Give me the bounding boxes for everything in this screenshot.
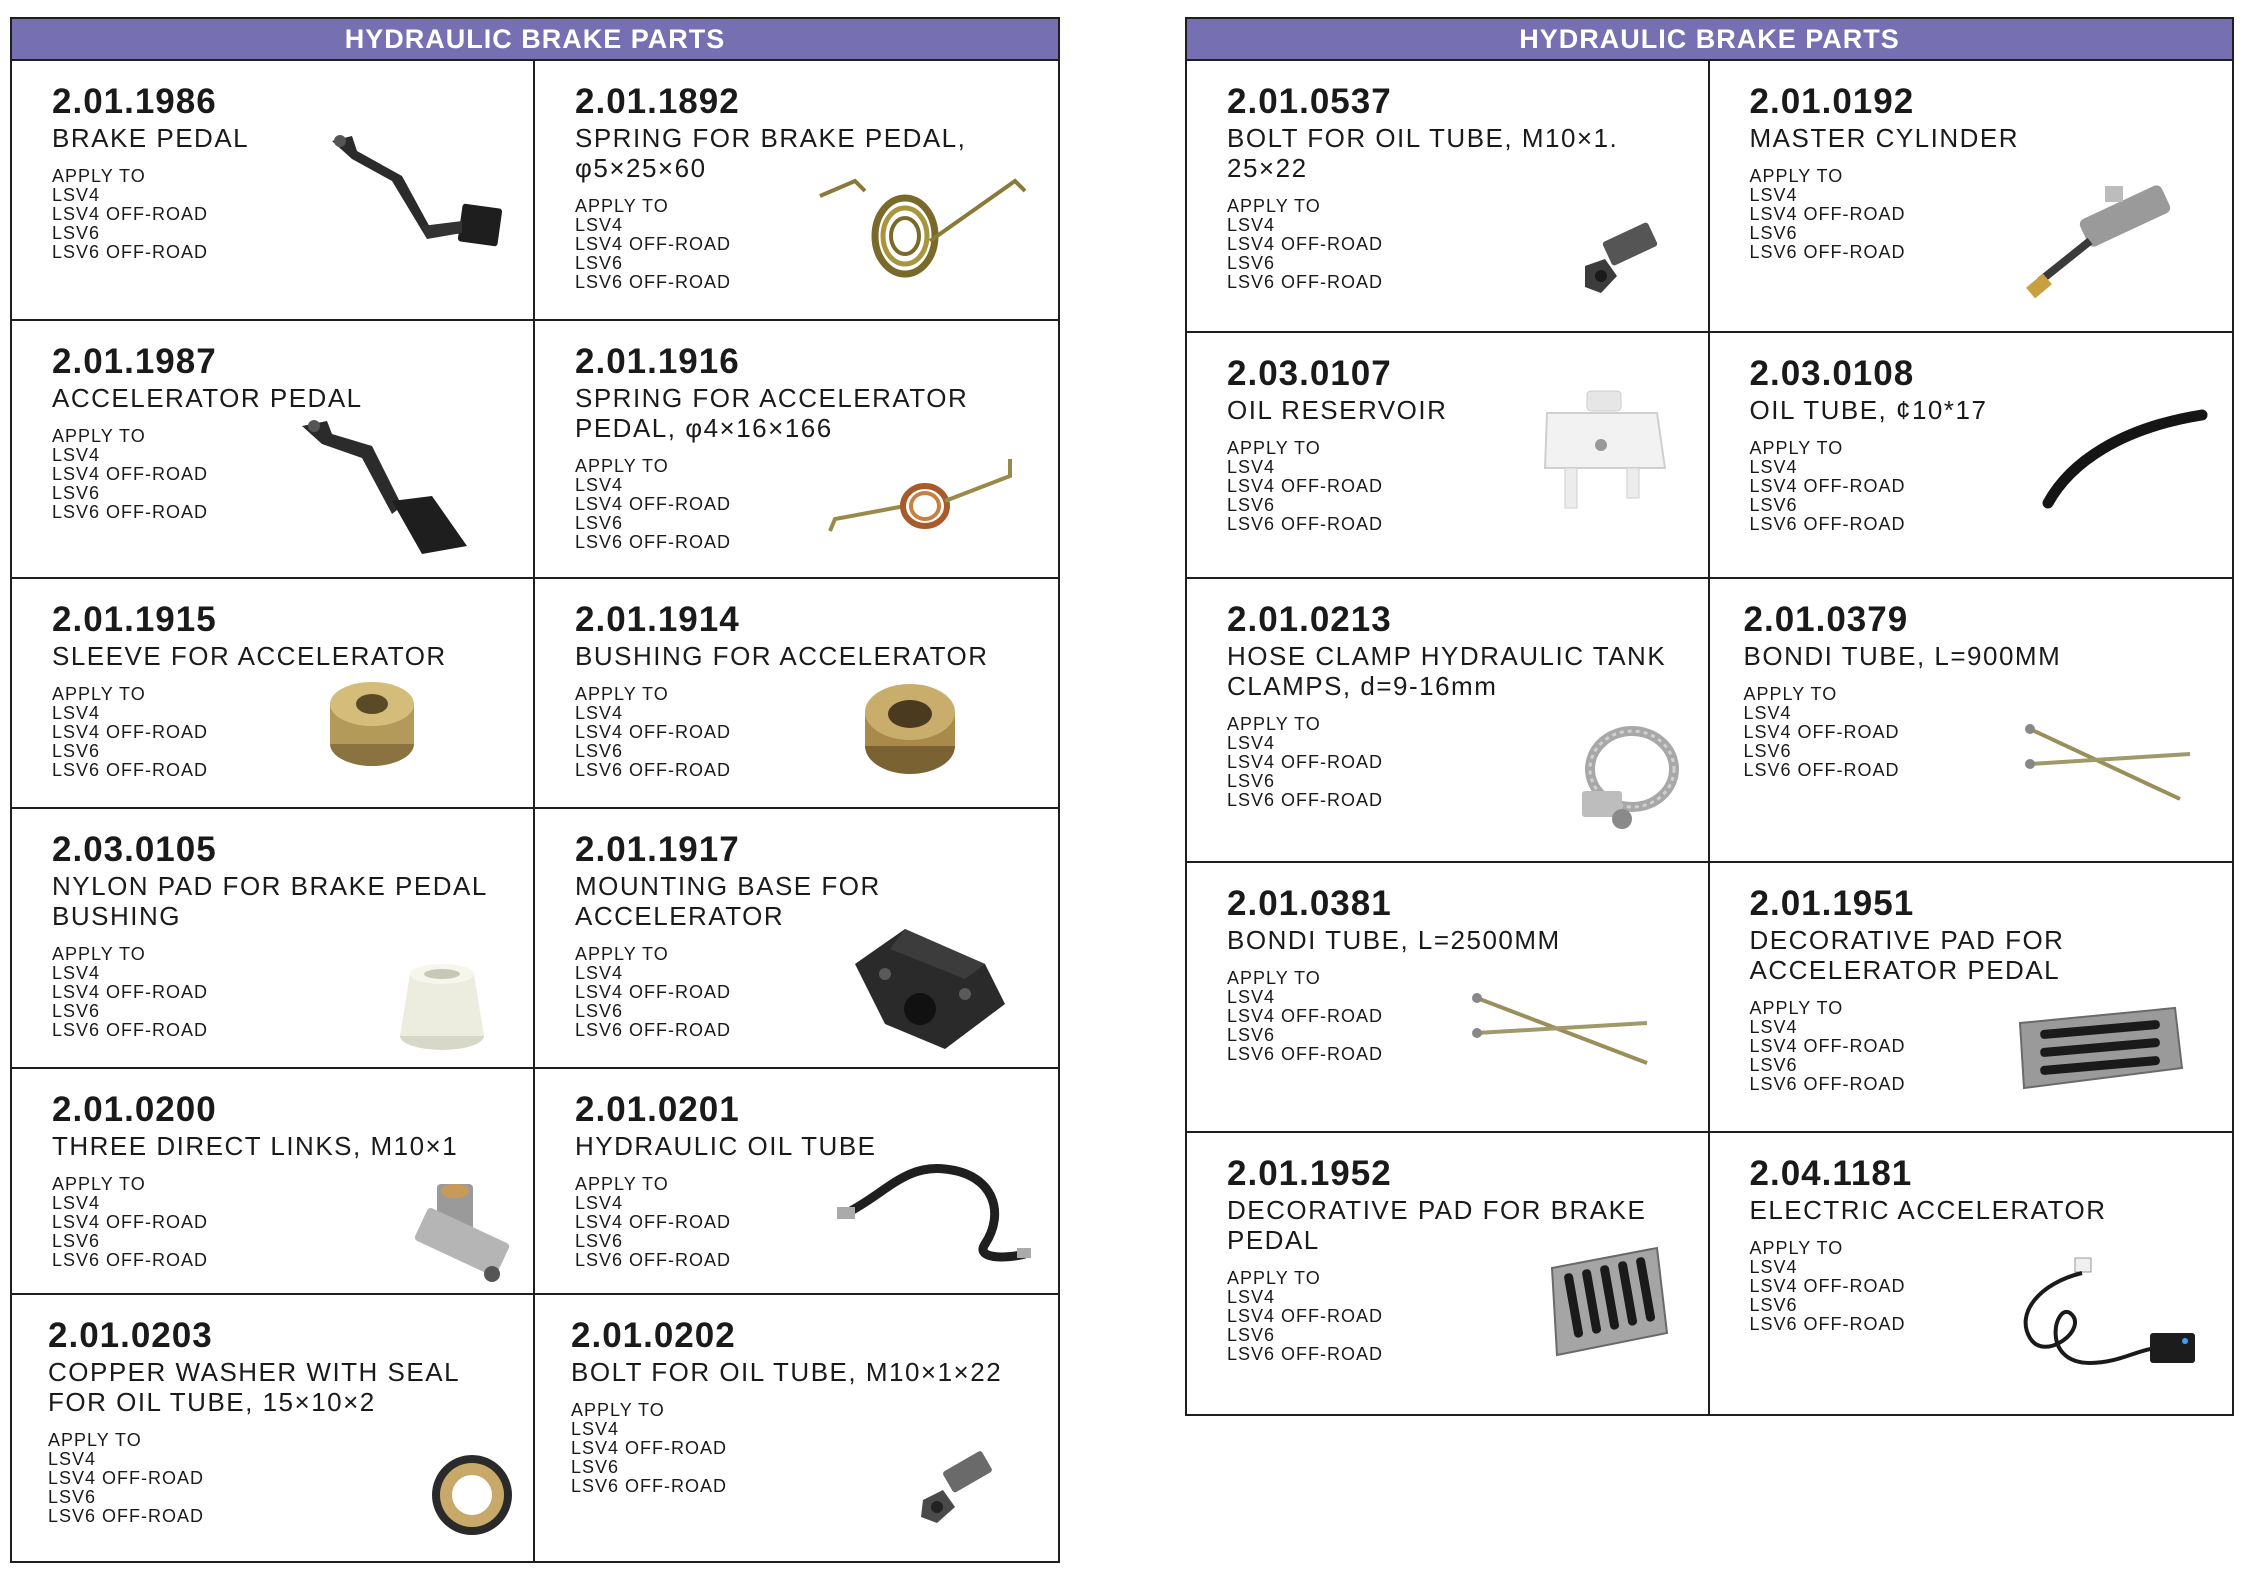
apply-item: LSV6 OFF-ROAD — [52, 1250, 209, 1270]
oil-tube-icon — [2040, 403, 2210, 513]
parts-row — [1187, 579, 2232, 863]
part-card — [1187, 579, 1710, 861]
apply-item: LSV6 OFF-ROAD — [48, 1506, 205, 1526]
part-code: 2.04.1181 — [1749, 1154, 1913, 1193]
electric-accelerator-icon — [2010, 1253, 2200, 1383]
apply-item: LSV4 OFF-ROAD — [575, 1212, 732, 1232]
apply-item: LSV6 OFF-ROAD — [52, 760, 209, 780]
apply-item: LSV6 — [575, 253, 624, 273]
apply-to-label: APPLY TO — [575, 944, 669, 964]
bondi-tube-icon — [2020, 709, 2200, 809]
apply-item: LSV6 — [52, 1001, 101, 1021]
apply-item: LSV6 — [52, 741, 101, 761]
parts-grid — [12, 61, 1058, 1561]
apply-item: LSV4 — [1227, 733, 1276, 753]
apply-item: LSV4 OFF-ROAD — [1749, 204, 1906, 224]
accelerator-pad-icon — [2010, 1003, 2190, 1093]
apply-item: LSV4 OFF-ROAD — [52, 204, 209, 224]
part-code: 2.03.0108 — [1749, 354, 1915, 393]
apply-to-label: APPLY TO — [52, 944, 146, 964]
apply-item: LSV6 OFF-ROAD — [1749, 1314, 1906, 1334]
apply-item: LSV4 — [1749, 1257, 1798, 1277]
apply-item: LSV4 — [575, 963, 624, 983]
bushing-icon — [855, 674, 965, 784]
part-card — [1710, 61, 2233, 331]
part-code: 2.03.0105 — [52, 830, 217, 869]
part-name: DECORATIVE PAD FOR ACCELERATOR PEDAL — [1749, 925, 2065, 985]
part-code: 2.01.1892 — [575, 82, 740, 121]
apply-item: LSV4 OFF-ROAD — [571, 1438, 728, 1458]
apply-item: LSV4 — [52, 963, 101, 983]
sleeve-icon — [322, 674, 422, 774]
apply-item: LSV4 — [575, 475, 624, 495]
spring-icon — [815, 161, 1035, 291]
apply-item: LSV6 OFF-ROAD — [1227, 1044, 1384, 1064]
mounting-base-icon — [845, 924, 1015, 1054]
apply-item: LSV6 OFF-ROAD — [575, 532, 732, 552]
part-name: BOLT FOR OIL TUBE, M10×1×22 — [571, 1357, 1003, 1387]
banjo-bolt-icon — [915, 1445, 1005, 1535]
apply-to-label: APPLY TO — [1227, 714, 1321, 734]
part-card — [1710, 863, 2233, 1131]
apply-item: LSV6 OFF-ROAD — [575, 1020, 732, 1040]
apply-item: LSV4 — [52, 185, 101, 205]
apply-item: LSV6 OFF-ROAD — [1749, 514, 1906, 534]
part-name: MOUNTING BASE FOR ACCELERATOR — [575, 871, 881, 931]
part-name: HOSE CLAMP HYDRAULIC TANK CLAMPS, d=9-16mm — [1227, 641, 1667, 701]
apply-item: LSV4 OFF-ROAD — [52, 464, 209, 484]
apply-item: LSV4 — [52, 445, 101, 465]
part-name: MASTER CYLINDER — [1749, 123, 2020, 153]
apply-item: LSV6 OFF-ROAD — [52, 242, 209, 262]
part-code: 2.01.0381 — [1227, 884, 1392, 923]
part-name: ELECTRIC ACCELERATOR — [1749, 1195, 2107, 1225]
apply-item: LSV4 — [571, 1419, 620, 1439]
part-code: 2.01.0201 — [575, 1090, 740, 1129]
apply-item: LSV6 — [52, 1231, 101, 1251]
apply-item: LSV6 — [52, 483, 101, 503]
apply-item: LSV4 OFF-ROAD — [1227, 752, 1384, 772]
panel-header: HYDRAULIC BRAKE PARTS — [1187, 19, 2232, 61]
master-cylinder-icon — [2010, 181, 2190, 311]
parts-row — [12, 809, 1058, 1069]
panel-header: HYDRAULIC BRAKE PARTS — [12, 19, 1058, 61]
apply-item: LSV4 — [1227, 457, 1276, 477]
part-name: BONDI TUBE, L=900MM — [1743, 641, 2062, 671]
apply-item: LSV4 — [1227, 215, 1276, 235]
apply-item: LSV4 OFF-ROAD — [575, 722, 732, 742]
apply-item: LSV6 OFF-ROAD — [1749, 242, 1906, 262]
apply-item: LSV4 — [1227, 1287, 1276, 1307]
apply-item: LSV4 — [575, 215, 624, 235]
bondi-tube-icon — [1467, 983, 1657, 1073]
apply-item: LSV6 — [1227, 771, 1276, 791]
part-card — [1187, 333, 1710, 577]
apply-to-label: APPLY TO — [571, 1400, 665, 1420]
apply-item: LSV6 — [1227, 1025, 1276, 1045]
apply-item: LSV6 — [1749, 223, 1798, 243]
part-name: OIL RESERVOIR — [1227, 395, 1448, 425]
part-code: 2.01.1917 — [575, 830, 740, 869]
apply-item: LSV6 — [52, 223, 101, 243]
apply-item: LSV4 OFF-ROAD — [52, 982, 209, 1002]
apply-list — [52, 704, 533, 780]
apply-item: LSV6 OFF-ROAD — [1749, 1074, 1906, 1094]
part-code: 2.01.1951 — [1749, 884, 1915, 923]
apply-item: LSV6 OFF-ROAD — [52, 1020, 209, 1040]
apply-to-label: APPLY TO — [1227, 438, 1321, 458]
apply-to-label: APPLY TO — [48, 1430, 142, 1450]
part-name: BOLT FOR OIL TUBE, M10×1. 25×22 — [1227, 123, 1619, 183]
part-card — [1710, 333, 2233, 577]
apply-item: LSV6 — [48, 1487, 97, 1507]
apply-to-label: APPLY TO — [1227, 968, 1321, 988]
spring-icon — [825, 451, 1025, 551]
parts-row — [12, 321, 1058, 579]
brake-pad-icon — [1537, 1243, 1677, 1363]
apply-to-label: APPLY TO — [575, 456, 669, 476]
part-card — [1187, 1133, 1710, 1416]
apply-item: LSV6 — [1743, 741, 1792, 761]
apply-item: LSV6 — [571, 1457, 620, 1477]
part-code: 2.01.0213 — [1227, 600, 1392, 639]
banjo-bolt-icon — [1577, 221, 1667, 301]
part-name: SLEEVE FOR ACCELERATOR — [52, 641, 447, 671]
right-catalog-panel — [1185, 17, 2234, 1416]
part-code: 2.01.0200 — [52, 1090, 217, 1129]
part-card — [1710, 1133, 2233, 1416]
part-name: SPRING FOR BRAKE PEDAL, φ5×25×60 — [575, 123, 967, 183]
part-card — [535, 1295, 1058, 1563]
apply-item: LSV4 — [52, 1193, 101, 1213]
apply-to-label: APPLY TO — [1749, 438, 1844, 458]
part-code: 2.01.1986 — [52, 82, 217, 121]
apply-item: LSV6 — [1227, 495, 1276, 515]
part-name: NYLON PAD FOR BRAKE PEDAL BUSHING — [52, 871, 487, 931]
apply-item: LSV4 OFF-ROAD — [1227, 1006, 1384, 1026]
apply-item: LSV4 — [575, 1193, 624, 1213]
apply-item: LSV4 — [1749, 457, 1798, 477]
part-card — [535, 1069, 1058, 1293]
apply-to-label: APPLY TO — [575, 1174, 669, 1194]
parts-row — [12, 1295, 1058, 1563]
parts-row — [1187, 61, 2232, 333]
apply-item: LSV4 — [575, 703, 624, 723]
part-code: 2.01.1952 — [1227, 1154, 1392, 1193]
part-name: ACCELERATOR PEDAL — [52, 383, 363, 413]
apply-item: LSV6 OFF-ROAD — [1227, 514, 1384, 534]
part-name: OIL TUBE, ¢10*17 — [1749, 395, 1988, 425]
apply-item: LSV4 — [1743, 703, 1792, 723]
part-name: BRAKE PEDAL — [52, 123, 250, 153]
part-code: 2.03.0107 — [1227, 354, 1392, 393]
part-code: 2.01.0379 — [1743, 600, 1909, 639]
apply-item: LSV4 OFF-ROAD — [1749, 1036, 1906, 1056]
part-card — [1187, 61, 1710, 331]
apply-item: LSV6 — [1749, 1055, 1798, 1075]
part-code: 2.01.1916 — [575, 342, 740, 381]
part-name: COPPER WASHER WITH SEAL FOR OIL TUBE, 15×10×2 — [48, 1357, 460, 1417]
part-code: 2.01.0202 — [571, 1316, 736, 1355]
part-code: 2.01.1987 — [52, 342, 217, 381]
oil-reservoir-icon — [1537, 383, 1677, 523]
apply-item: LSV4 — [1749, 185, 1798, 205]
part-card — [12, 579, 535, 807]
apply-to-label: APPLY TO — [1749, 166, 1844, 186]
brake-pedal-icon — [312, 121, 512, 261]
apply-item: LSV4 OFF-ROAD — [1227, 1306, 1384, 1326]
part-code: 2.01.1914 — [575, 600, 740, 639]
apply-list — [575, 704, 1058, 780]
apply-item: LSV4 — [52, 703, 101, 723]
part-card — [12, 809, 535, 1067]
apply-item: LSV6 OFF-ROAD — [575, 1250, 732, 1270]
part-card — [1710, 579, 2233, 861]
part-card — [535, 61, 1058, 319]
apply-item: LSV4 OFF-ROAD — [1743, 722, 1900, 742]
part-code: 2.01.0537 — [1227, 82, 1392, 121]
part-card — [12, 1295, 535, 1563]
apply-to-label: APPLY TO — [575, 196, 669, 216]
oil-hose-icon — [835, 1154, 1035, 1274]
apply-item: LSV4 OFF-ROAD — [575, 234, 732, 254]
part-card — [12, 61, 535, 319]
apply-item: LSV6 OFF-ROAD — [1743, 760, 1900, 780]
apply-item: LSV4 — [1227, 987, 1276, 1007]
part-card — [535, 321, 1058, 577]
part-code: 2.01.0203 — [48, 1316, 213, 1355]
part-name: HYDRAULIC OIL TUBE — [575, 1131, 877, 1161]
parts-row — [1187, 333, 2232, 579]
apply-item: LSV6 — [1749, 1295, 1798, 1315]
parts-grid — [1187, 61, 2232, 1414]
apply-item: LSV6 — [1227, 253, 1276, 273]
apply-item: LSV4 — [48, 1449, 97, 1469]
apply-item: LSV6 OFF-ROAD — [1227, 790, 1384, 810]
apply-item: LSV6 OFF-ROAD — [575, 272, 732, 292]
part-card — [1187, 863, 1710, 1131]
part-name: BONDI TUBE, L=2500MM — [1227, 925, 1561, 955]
apply-item: LSV6 OFF-ROAD — [571, 1476, 728, 1496]
apply-item: LSV6 — [575, 741, 624, 761]
apply-to-label: APPLY TO — [1749, 998, 1844, 1018]
tee-link-icon — [407, 1179, 517, 1289]
parts-row — [12, 579, 1058, 809]
parts-row — [12, 1069, 1058, 1295]
apply-item: LSV6 — [575, 1231, 624, 1251]
apply-item: LSV4 OFF-ROAD — [52, 1212, 209, 1232]
apply-item: LSV4 OFF-ROAD — [575, 494, 732, 514]
apply-item: LSV6 — [1227, 1325, 1276, 1345]
apply-item: LSV6 — [575, 1001, 624, 1021]
apply-item: LSV6 OFF-ROAD — [575, 760, 732, 780]
apply-to-label: APPLY TO — [575, 684, 669, 704]
left-catalog-panel — [10, 17, 1060, 1563]
apply-to-label: APPLY TO — [1743, 684, 1838, 704]
part-name: BUSHING FOR ACCELERATOR — [575, 641, 989, 671]
apply-to-label: APPLY TO — [52, 684, 146, 704]
apply-item: LSV4 OFF-ROAD — [48, 1468, 205, 1488]
hose-clamp-icon — [1572, 719, 1682, 839]
apply-to-label: APPLY TO — [52, 1174, 146, 1194]
part-card — [535, 579, 1058, 807]
apply-to-label: APPLY TO — [52, 426, 146, 446]
apply-item: LSV4 OFF-ROAD — [1227, 476, 1384, 496]
apply-item: LSV4 OFF-ROAD — [575, 982, 732, 1002]
apply-item: LSV4 — [1749, 1017, 1798, 1037]
parts-row — [1187, 1133, 2232, 1416]
part-name: DECORATIVE PAD FOR BRAKE PEDAL — [1227, 1195, 1647, 1255]
part-name: SPRING FOR ACCELERATOR PEDAL, φ4×16×166 — [575, 383, 969, 443]
apply-to-label: APPLY TO — [1227, 196, 1321, 216]
nylon-pad-icon — [392, 954, 492, 1054]
parts-row — [12, 61, 1058, 321]
part-card — [535, 809, 1058, 1067]
apply-item: LSV6 — [575, 513, 624, 533]
part-card — [12, 321, 535, 577]
apply-to-label: APPLY TO — [1227, 1268, 1321, 1288]
apply-to-label: APPLY TO — [1749, 1238, 1844, 1258]
apply-item: LSV4 OFF-ROAD — [1227, 234, 1384, 254]
apply-item: LSV6 OFF-ROAD — [1227, 272, 1384, 292]
apply-item: LSV6 — [1749, 495, 1798, 515]
part-code: 2.01.0192 — [1749, 82, 1915, 121]
apply-item: LSV6 OFF-ROAD — [52, 502, 209, 522]
apply-item: LSV4 OFF-ROAD — [1749, 1276, 1906, 1296]
apply-item: LSV4 OFF-ROAD — [1749, 476, 1906, 496]
part-code: 2.01.1915 — [52, 600, 217, 639]
part-card — [12, 1069, 535, 1293]
washer-icon — [427, 1450, 517, 1540]
parts-row — [1187, 863, 2232, 1133]
accelerator-pedal-icon — [292, 406, 492, 556]
apply-to-label: APPLY TO — [52, 166, 146, 186]
part-name: THREE DIRECT LINKS, M10×1 — [52, 1131, 459, 1161]
apply-item: LSV6 OFF-ROAD — [1227, 1344, 1384, 1364]
apply-item: LSV4 OFF-ROAD — [52, 722, 209, 742]
